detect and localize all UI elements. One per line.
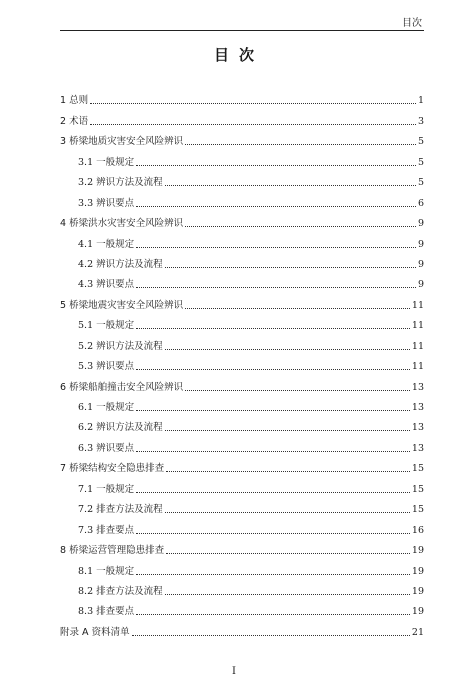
toc-entry-page: 15 [411,504,424,516]
toc-entry[interactable] [60,332,424,352]
dot-leader [136,206,416,207]
toc-entry-number: 7.3 [78,524,94,536]
toc-entry-label: 桥梁结构安全隐患排查 [69,463,165,475]
toc-entry[interactable] [60,414,424,434]
toc-entry[interactable] [60,578,424,598]
toc-entry[interactable] [60,353,424,373]
page-title: 目次 [213,46,264,64]
toc-entry-page: 19 [411,565,424,577]
toc-entry-title [60,341,163,353]
toc-entry[interactable] [60,537,424,557]
toc-entry-title [60,116,88,128]
toc-entry-label: 桥梁地震灾害安全风险辨识 [69,299,184,311]
toc-entry-title [60,545,164,557]
toc-entry-page: 11 [411,340,424,352]
toc-entry[interactable] [60,128,424,148]
toc-entry-number: 8.2 [78,585,94,597]
toc-entry-page: 9 [417,238,424,250]
toc-entry-title [60,422,163,434]
toc-entry[interactable] [60,230,424,250]
toc-entry-number: 4.1 [78,238,94,250]
toc-entry-number: 6.2 [78,422,94,434]
toc-entry-number: 8.1 [78,565,94,577]
toc-entry-title [60,361,134,373]
toc-entry-page: 21 [411,626,424,638]
toc-entry[interactable] [60,394,424,414]
toc-entry-label: 辨识方法及流程 [96,177,163,189]
toc-entry-number: 8 [60,545,67,557]
dot-leader [185,390,410,391]
toc-entry-page: 15 [411,483,424,495]
toc-entry-number: 7.1 [78,483,94,495]
toc-entry-title [60,382,183,394]
dot-leader [185,144,416,145]
toc-entry[interactable] [60,618,424,638]
toc-entry[interactable] [60,312,424,332]
dot-leader [136,287,416,288]
toc-entry-page: 9 [417,258,424,270]
toc-entry-title [60,95,88,107]
toc-entry[interactable] [60,148,424,168]
toc-entry[interactable] [60,210,424,230]
toc-entry-title [60,566,134,578]
running-header: 目次 [402,18,422,29]
page-number: I [232,666,236,677]
toc-entry-page: 9 [417,218,424,230]
toc-entry-label: 桥梁运营管理隐患排查 [69,545,165,557]
toc-entry-label: 排查方法及流程 [96,585,163,597]
dot-leader [132,635,410,636]
toc-entry-title [60,320,134,332]
toc-entry[interactable] [60,189,424,209]
toc-entry-title [60,157,134,169]
toc-entry-number: 7 [60,463,67,475]
dot-leader [166,471,410,472]
toc-entry-title [60,525,134,537]
dot-leader [165,512,410,513]
toc-entry-title [60,177,163,189]
toc-entry-label: 辨识要点 [96,442,135,454]
toc-entry[interactable] [60,496,424,516]
toc-entry-title [60,484,134,496]
toc-entry-title [60,443,134,455]
toc-entry-page: 11 [411,361,424,373]
toc-entry-title [60,198,134,210]
toc-entry[interactable] [60,169,424,189]
dot-leader [136,410,410,411]
dot-leader [136,369,410,370]
toc-entry-number: 5.1 [78,320,94,332]
toc-entry-label: 一般规定 [96,565,135,577]
toc-entry-page: 5 [417,136,424,148]
dot-leader [185,308,410,309]
toc-entry-title [60,463,164,475]
toc-entry-label: 术语 [69,115,89,127]
toc-entry[interactable] [60,87,424,107]
dot-leader [90,103,416,104]
toc-entry-title [60,606,134,618]
toc-entry[interactable] [60,475,424,495]
dot-leader [165,267,416,268]
toc-entry-title [60,586,163,598]
toc-entry-label: 排查要点 [96,524,135,536]
toc-entry-page: 5 [417,156,424,168]
toc-entry-page: 19 [411,606,424,618]
toc-entry-label: 桥梁洪水灾害安全风险辨识 [69,218,184,230]
toc-entry[interactable] [60,251,424,271]
toc-entry-title [60,259,163,271]
toc-entry-page: 16 [411,524,424,536]
toc-entry-label: 排查方法及流程 [96,504,163,516]
toc-entry-number: 3.1 [78,156,94,168]
toc-entry-page: 6 [417,197,424,209]
toc-entry[interactable] [60,516,424,536]
toc-entry[interactable] [60,455,424,475]
header-divider [60,30,424,31]
toc-entry-label: 一般规定 [96,156,135,168]
toc-entry-page: 11 [411,320,424,332]
toc-entry-page: 13 [411,402,424,413]
dot-leader [136,614,410,615]
toc-entry-page: 1 [417,95,424,107]
dot-leader [136,451,410,452]
toc-entry-label: 辨识方法及流程 [96,340,163,352]
toc-entry-number: 5 [60,299,67,311]
toc-entry[interactable] [60,373,424,393]
toc-entry-number: 3.3 [78,197,94,209]
dot-leader [136,328,410,329]
toc-entry-number: 8.3 [78,606,94,618]
toc-entry[interactable] [60,434,424,454]
dot-leader [136,165,416,166]
toc-entry-label: 总则 [69,95,89,107]
toc-entry-number: 2 [60,115,67,127]
toc-entry-label: 资料清单 [91,626,130,638]
toc-entry-number: 附录 A [60,626,89,638]
toc-entry-title [60,239,134,251]
toc-entry-label: 辨识要点 [96,361,135,373]
toc-entry-page: 19 [411,585,424,597]
dot-leader [136,574,410,575]
toc-entry-label: 排查要点 [96,606,135,618]
toc-entry-number: 1 [60,95,67,107]
dot-leader [136,247,416,248]
toc-entry-page: 15 [411,463,424,475]
toc-entry[interactable] [60,107,424,127]
toc-entry-number: 6.3 [78,442,94,454]
toc-entry-page: 13 [411,381,424,393]
toc-entry-label: 辨识要点 [96,197,135,209]
toc-entry-title [60,504,163,516]
toc-entry-title [60,279,134,291]
toc-entry-title [60,402,134,414]
toc-entry-number: 7.2 [78,504,94,516]
toc-entry-page: 13 [411,422,424,434]
dot-leader [165,349,410,350]
toc-entry-number: 5.2 [78,340,94,352]
toc-entry-number: 3.2 [78,177,94,189]
dot-leader [185,226,416,227]
toc-entry-page: 13 [411,442,424,454]
toc-entry-number: 3 [60,136,67,148]
toc-entry-label: 桥梁船舶撞击安全风险辨识 [69,381,184,393]
toc-entry-number: 4.3 [78,279,94,291]
toc-entry-label: 一般规定 [96,238,135,250]
toc-entry-page: 3 [417,115,424,127]
toc-entry-title [60,136,183,148]
toc-entry-label: 桥梁地质灾害安全风险辨识 [69,136,184,148]
toc-entry[interactable] [60,598,424,618]
dot-leader [165,594,410,595]
toc-entry-page: 11 [411,299,424,311]
toc-entry-page: 5 [417,177,424,189]
toc-entry-label: 辨识要点 [96,279,135,291]
toc-entry-title [60,218,183,230]
dot-leader [90,124,416,125]
toc-entry-number: 6.1 [78,402,94,413]
toc-entry-number: 6 [60,381,67,393]
toc-entry-label: 辨识方法及流程 [96,258,163,270]
toc-entry-label: 一般规定 [96,483,135,495]
toc-entry-label: 一般规定 [96,402,135,413]
toc-entry-page: 9 [417,279,424,291]
toc-entry-label: 辨识方法及流程 [96,422,163,434]
dot-leader [166,553,410,554]
table-of-contents [60,87,424,639]
dot-leader [165,430,410,431]
toc-entry[interactable] [60,557,424,577]
dot-leader [136,492,410,493]
toc-entry[interactable] [60,271,424,291]
toc-entry[interactable] [60,291,424,311]
toc-entry-label: 一般规定 [96,320,135,332]
toc-entry-number: 5.3 [78,361,94,373]
toc-entry-title [60,300,183,312]
toc-entry-title [60,627,130,639]
toc-entry-number: 4.2 [78,258,94,270]
toc-entry-number: 4 [60,218,67,230]
dot-leader [136,533,410,534]
toc-entry-page: 19 [411,545,424,557]
dot-leader [165,185,416,186]
